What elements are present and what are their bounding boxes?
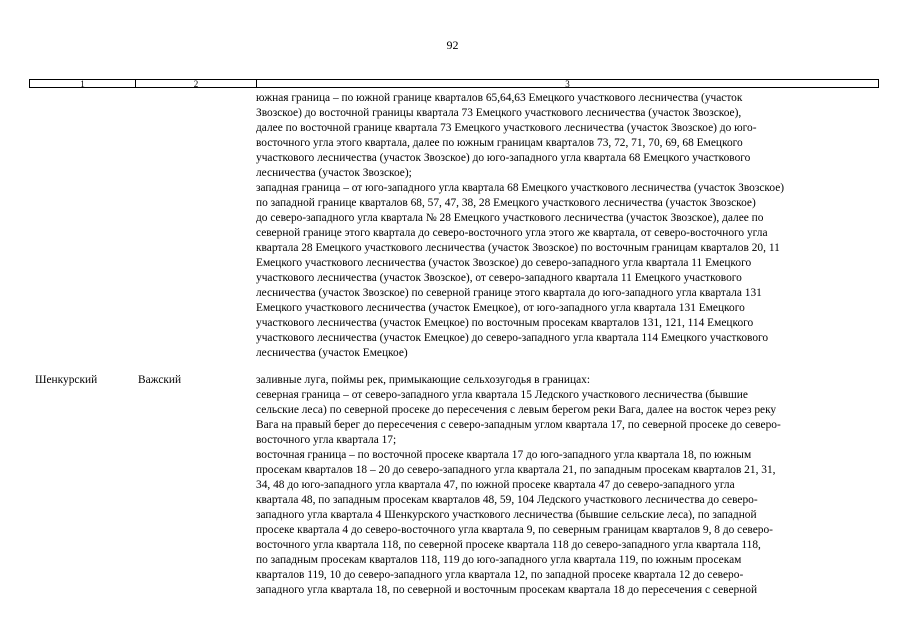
text-line: Вага на правый берег до пересечения с северо-западным углом квартала 17, по северной просеке до северо- [256,419,781,431]
text-line: по западной границе кварталов 68, 57, 47, 38, 28 Емецкого участкового лесничества (участок Звозское) [256,197,756,209]
text-line: сельские леса) по северной просеке до пересечения с левым берегом реки Вага, далее на восток через реку [256,404,777,416]
text-line: лесничества (участок Емецкое) [256,347,408,359]
text-line: восточная граница – по восточной просеке квартала 17 до юго-западного угла квартала 18, по южным [256,449,752,461]
text-line: участкового лесничества (участок Емецкое) по восточным просекам кварталов 131, 121, 114 Емецкого [256,317,754,329]
text-line: западного угла квартала 18, по северной и восточным просекам квартала 18 до пересечения с северной [256,584,758,596]
text-line: восточного угла этого квартала, далее по южным границам кварталов 73, 72, 71, 70, 69, 68 Емецкого [256,137,743,149]
text-line: восточного угла квартала 118, по северной просеке квартала 118 до северо-западного угла квартала 118, [256,539,761,551]
text-line: до северо-западного угла квартала № 28 Емецкого участкового лесничества (участок Звозское), далее по [256,212,764,224]
region-cell: Шенкурский [35,374,98,386]
text-line: северная граница – от северо-западного угла квартала 15 Ледского участкового лесничества (бывшие [256,389,748,401]
text-line: участкового лесничества (участок Звозское) до юго-западного угла квартала 68 Емецкого участкового [256,152,751,164]
text-line: квартала 48, по западным просекам кварталов 48, 59, 104 Ледского участкового лесничества до северо- [256,494,758,506]
text-line: западного угла квартала 4 Шенкурского участкового лесничества (бывшие сельские леса), по западной [256,509,757,521]
text-line: Звозское) до восточной границы квартала 73 Емецкого участкового лесничества (участок Звозское), [256,107,742,119]
text-line: участкового лесничества (участок Емецкое) до северо-западного угла квартала 114 Емецкого участкового [256,332,769,344]
text-line: восточного угла квартала 17; [256,434,397,446]
district-cell: Важский [138,374,182,386]
text-line: лесничества (участок Звозское) по северной границе этого квартала до юго-западного угла квартала 131 [256,287,762,299]
page-number: 92 [446,38,459,52]
header-col-2: 2 [136,80,257,87]
header-col-3: 3 [565,79,570,89]
header-col-1: 1 [30,80,136,87]
boundary-text [256,373,881,598]
text-line: 34, 48 до юго-западного угла квартала 47, по южной просеке квартала 47 до северо-западного угла [256,479,735,491]
text-line: лесничества (участок Звозское); [256,167,412,179]
text-line: кварталов 119, 10 до северо-западного угла квартала 12, по западной просеке квартала 12 до северо- [256,569,744,581]
text-line: Емецкого участкового лесничества (участок Звозское) до северо-западного угла квартала 11 Емецкого [256,257,752,269]
text-line: просекам кварталов 18 – 20 до северо-западного угла квартала 21, по западным просекам кварталов 21, 31, [256,464,776,476]
text-line: просеке квартала 4 до северо-восточного угла квартала 9, по северным границам кварталов 9, 8 до северо- [256,524,773,536]
text-line: квартала 28 Емецкого участкового лесничества (участок Звозское) по восточным границам кварталов 20, 11 [256,242,780,254]
text-line: южная граница – по южной границе кварталов 65,64,63 Емецкого участкового лесничества (участок [256,92,743,104]
boundary-text [256,91,881,361]
text-line: участкового лесничества (участок Звозское), от северо-западного квартала 11 Емецкого участкового [256,272,742,284]
text-line: западная граница – от юго-западного угла квартала 68 Емецкого участкового лесничества (участок Звозское) [256,182,785,194]
text-line: по западным просекам кварталов 118, 119 до юго-западного угла квартала 119, по южным просекам [256,554,742,566]
text-line: Емецкого участкового лесничества (участок Емецкое), от юго-западного угла квартала 131 Емецкого [256,302,745,314]
text-line: северной границе этого квартала до северо-восточного угла этого же квартала, от северо-восточного угла [256,227,768,239]
text-line: далее по восточной границе квартала 73 Емецкого участкового лесничества (участок Звозское) до юго- [256,122,757,134]
text-line: заливные луга, поймы рек, примыкающие сельхозугодья в границах: [256,374,591,386]
table-header [29,79,879,88]
